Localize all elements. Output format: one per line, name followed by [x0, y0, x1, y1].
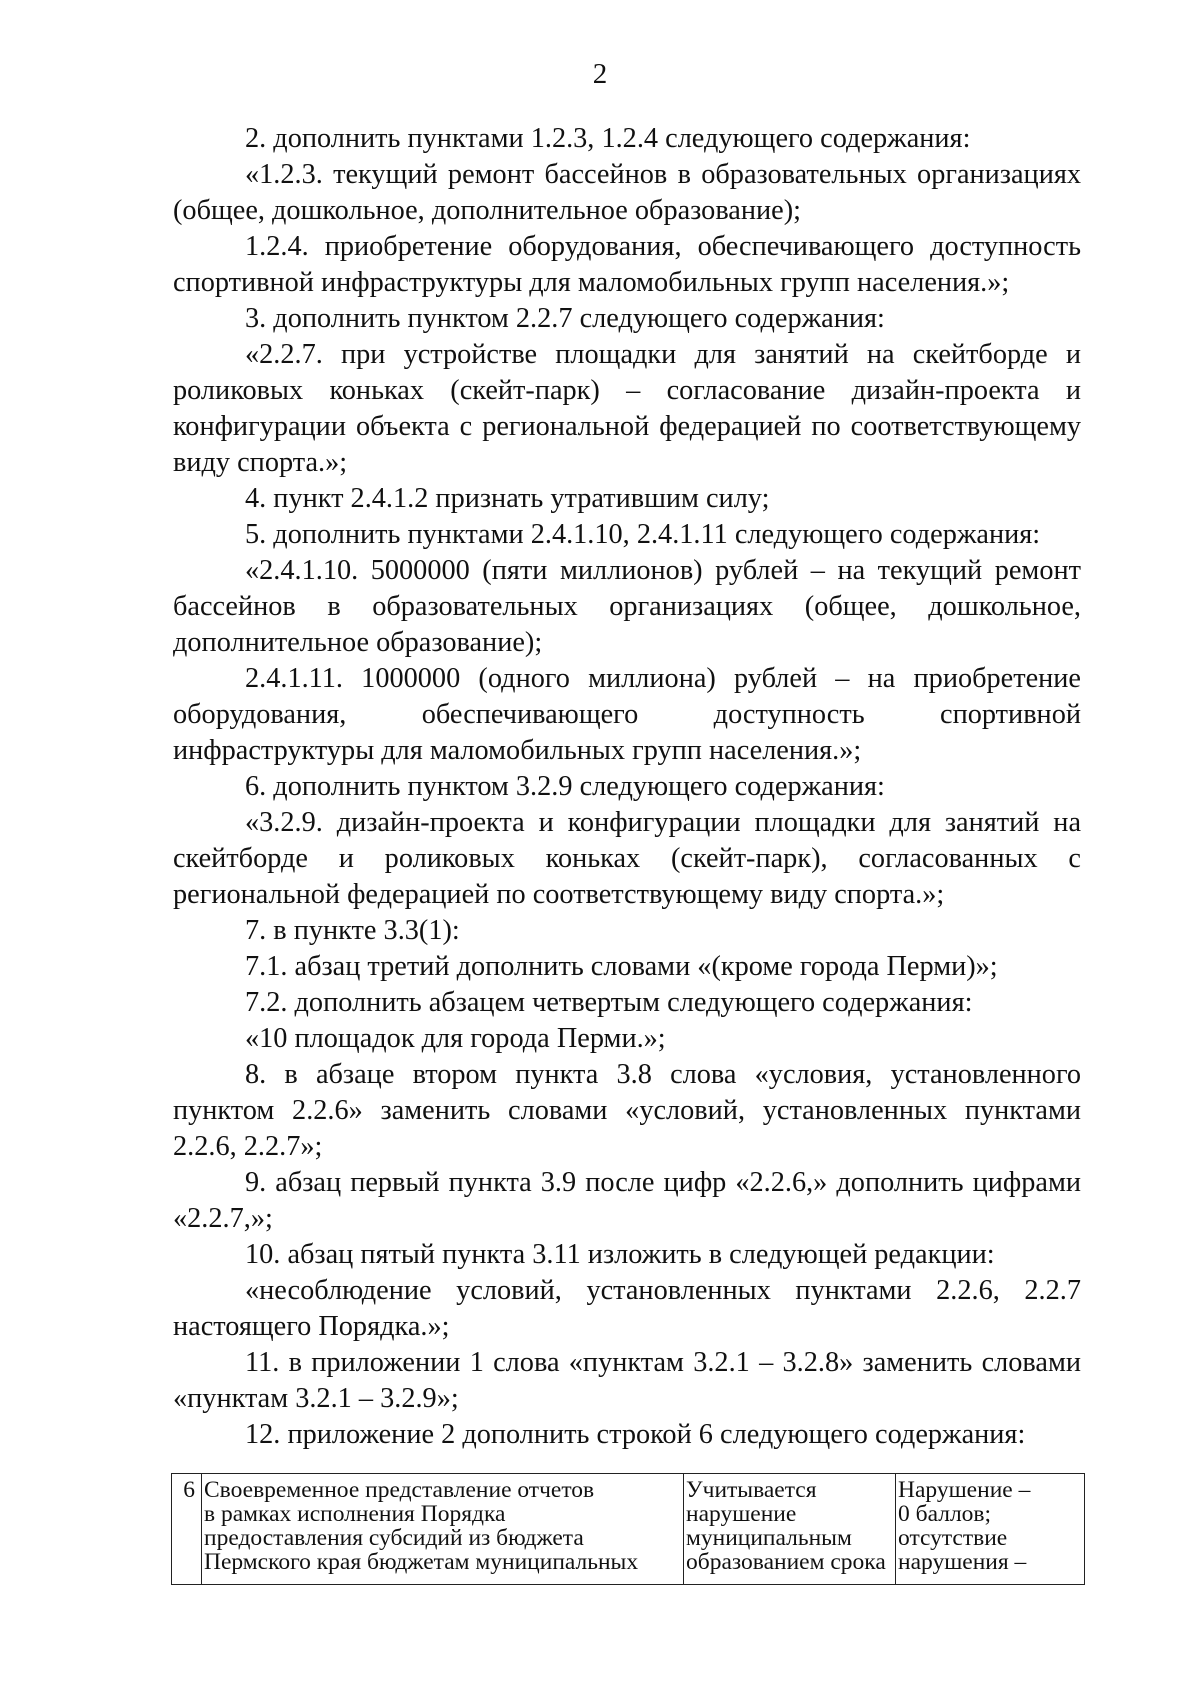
paragraph: 8. в абзаце втором пункта 3.8 слова «условия, установленного пунктом 2.2.6» заменить словами «условий, установленных пунктами 2.2.6, 2.2.7»;	[173, 1059, 1081, 1162]
row-number-cell: 6	[172, 1474, 202, 1585]
score-cell	[896, 1474, 1085, 1585]
paragraph: «2.4.1.10. 5000000 (пяти миллионов) рублей – на текущий ремонт бассейнов в образовательных организациях (общее, дошкольное, дополнительное образование);	[173, 555, 1081, 658]
cell-line: Учитывается	[686, 1477, 817, 1503]
cell-line: отсутствие	[898, 1525, 1008, 1551]
paragraph: «3.2.9. дизайн-проекта и конфигурации площадки для занятий на скейтборде и роликовых коньках (скейт-парк), согласованных с региональной федерацией по соответствующему виду спорта.»;	[173, 807, 1081, 910]
cell-line: муниципальным	[686, 1525, 852, 1551]
method-cell	[684, 1474, 896, 1585]
cell-line: образованием срока	[686, 1549, 886, 1575]
paragraph: «10 площадок для города Перми.»;	[245, 1023, 666, 1054]
table-row	[172, 1474, 1085, 1585]
paragraph: «несоблюдение условий, установленных пунктами 2.2.6, 2.2.7 настоящего Порядка.»;	[173, 1275, 1081, 1342]
cell-line: Пермского края бюджетам муниципальных	[204, 1549, 639, 1575]
appendix-table	[171, 1473, 1085, 1585]
cell-line: в рамках исполнения Порядка	[204, 1501, 506, 1527]
paragraph: 9. абзац первый пункта 3.9 после цифр «2.2.6,» дополнить цифрами «2.2.7,»;	[173, 1167, 1081, 1234]
cell-line: 0 баллов;	[898, 1501, 992, 1527]
paragraph: 7. в пункте 3.3(1):	[245, 915, 460, 946]
paragraph: «1.2.3. текущий ремонт бассейнов в образовательных организациях (общее, дошкольное, дополнительное образование);	[173, 159, 1081, 226]
cell-line: нарушения –	[898, 1549, 1027, 1575]
criterion-cell	[202, 1474, 684, 1585]
paragraph: 11. в приложении 1 слова «пунктам 3.2.1 – 3.2.8» заменить словами «пунктам 3.2.1 – 3.2.9»;	[173, 1347, 1081, 1414]
paragraph: 2. дополнить пунктами 1.2.3, 1.2.4 следующего содержания:	[245, 123, 971, 154]
paragraph: 4. пункт 2.4.1.2 признать утратившим силу;	[245, 483, 770, 514]
paragraph: 12. приложение 2 дополнить строкой 6 следующего содержания:	[245, 1419, 1026, 1450]
paragraph: «2.2.7. при устройстве площадки для занятий на скейтборде и роликовых коньках (скейт-парк) – согласование дизайн-проекта и конфигурации объекта с региональной федерацией по соответствующему виду спорта.»;	[173, 339, 1081, 478]
page-number: 2	[592, 58, 608, 90]
paragraph: 10. абзац пятый пункта 3.11 изложить в следующей редакции:	[245, 1239, 995, 1270]
document-body	[173, 121, 1081, 1453]
paragraph: 1.2.4. приобретение оборудования, обеспечивающего доступность спортивной инфраструктуры для маломобильных групп населения.»;	[173, 231, 1081, 298]
cell-line: предоставления субсидий из бюджета	[204, 1525, 584, 1551]
paragraph: 6. дополнить пунктом 3.2.9 следующего содержания:	[245, 771, 885, 802]
paragraph: 7.1. абзац третий дополнить словами «(кроме города Перми)»;	[245, 951, 998, 982]
cell-line: нарушение	[686, 1501, 797, 1527]
paragraph: 7.2. дополнить абзацем четвертым следующего содержания:	[245, 987, 973, 1018]
paragraph: 2.4.1.11. 1000000 (одного миллиона) рублей – на приобретение оборудования, обеспечивающего доступность спортивной инфраструктуры для маломобильных групп населения.»;	[173, 663, 1081, 766]
cell-line: Своевременное представление отчетов	[204, 1477, 595, 1503]
paragraph: 5. дополнить пунктами 2.4.1.10, 2.4.1.11 следующего содержания:	[245, 519, 1041, 550]
paragraph: 3. дополнить пунктом 2.2.7 следующего содержания:	[245, 303, 885, 334]
cell-line: Нарушение –	[898, 1477, 1031, 1503]
